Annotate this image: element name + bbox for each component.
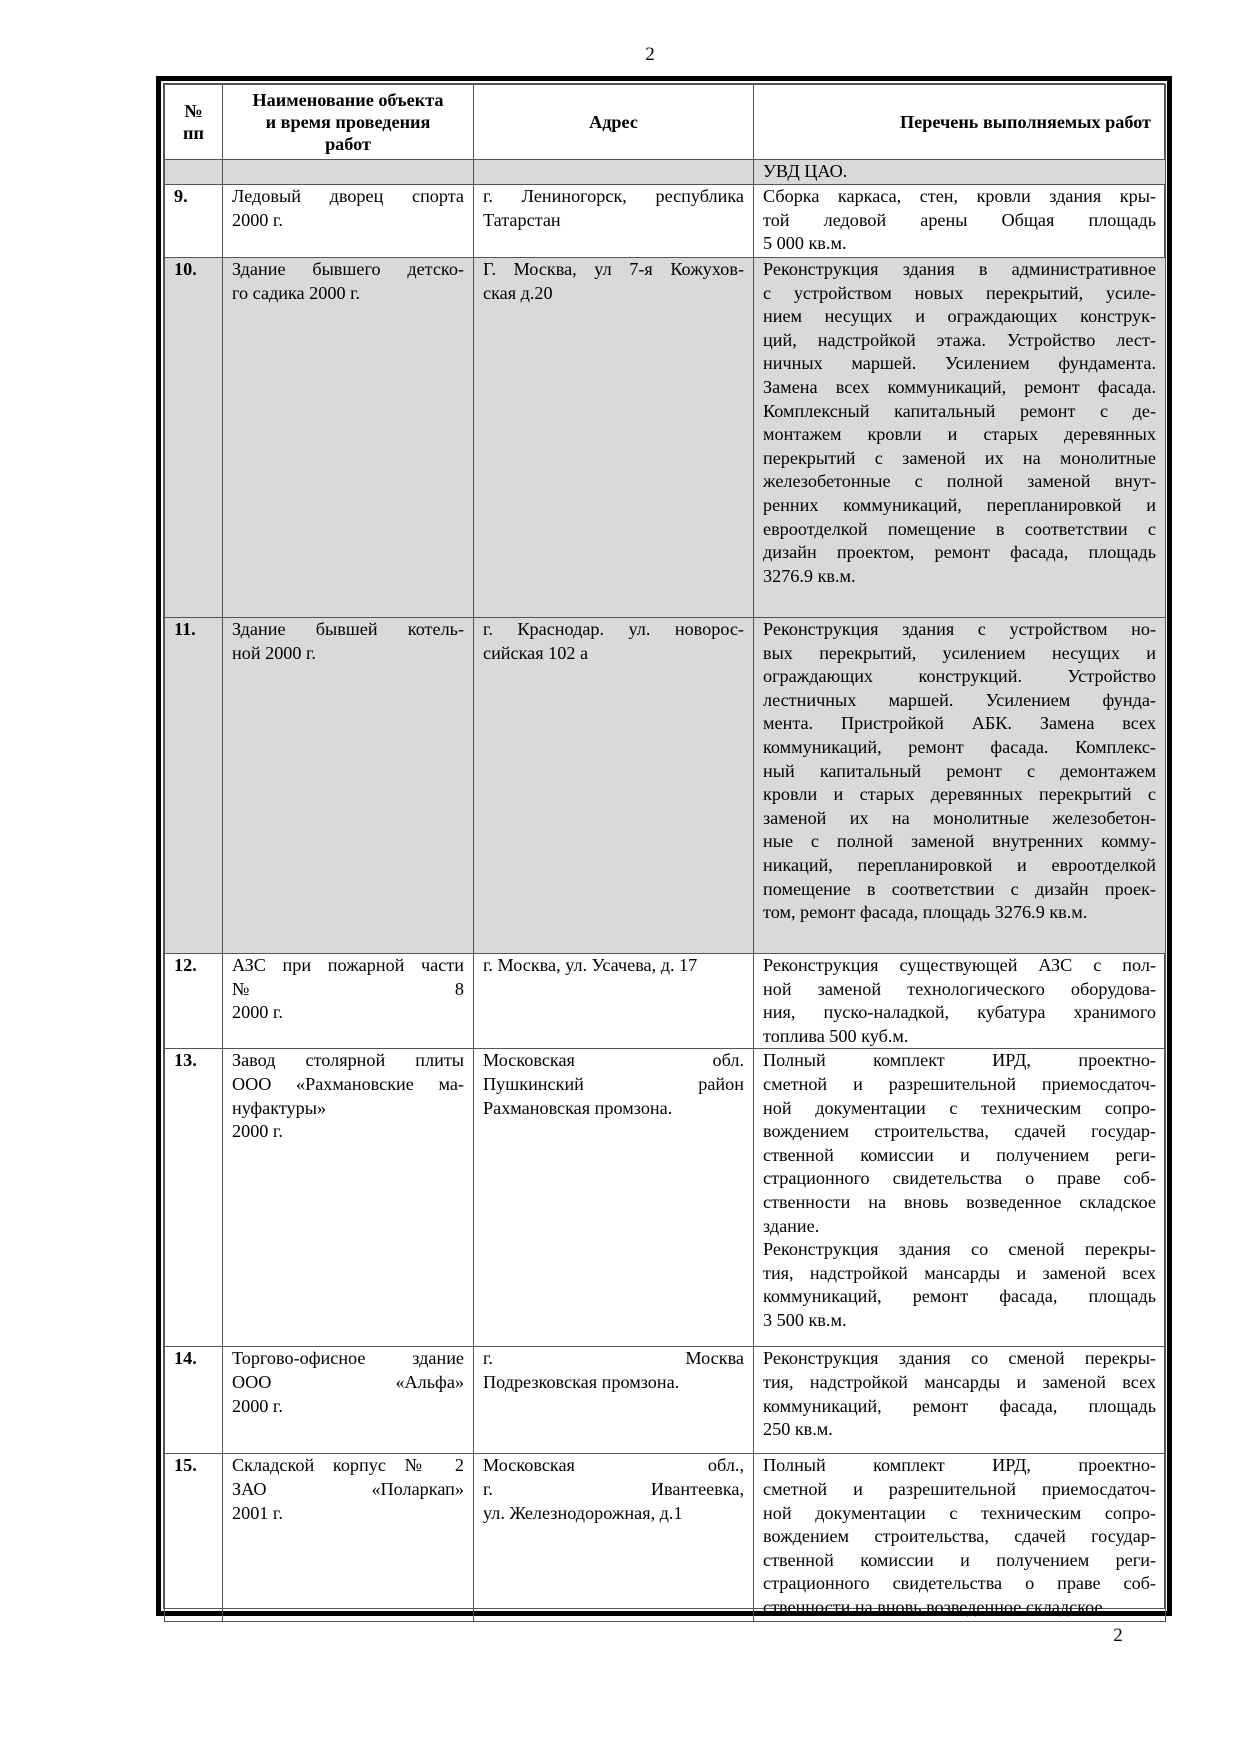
- works-line: 3276.9 кв.м.: [763, 565, 856, 586]
- address-line: г. Лениногорск, республика: [483, 186, 744, 206]
- cell-works: [754, 258, 1166, 618]
- page-number-top: 2: [645, 44, 655, 65]
- header-num: [165, 85, 223, 160]
- address-line: Г. Москва, ул 7-я Кожухов-: [483, 259, 744, 279]
- works-line: ной документации с техническим сопро-: [763, 1097, 1156, 1118]
- cell-num: 15.: [165, 1454, 223, 1622]
- object-line: 2001 г.: [232, 1502, 283, 1523]
- cell-num: 13.: [165, 1049, 223, 1347]
- object-line: ООО «Альфа»: [232, 1371, 464, 1392]
- works-line: никаций, перепланировкой и евроотделкой: [763, 854, 1156, 875]
- continuation-row: [165, 160, 1166, 185]
- works-line: Реконструкция здания со сменой перекры-: [763, 1348, 1156, 1369]
- works-line: Реконструкция здания с устройством но-: [763, 619, 1156, 639]
- address-line: г. Москва, ул. Усачева, д. 17: [483, 955, 698, 975]
- cell-object: [223, 258, 474, 618]
- object-line: 2000 г.: [232, 1002, 283, 1023]
- object-line: Здание бывшего детско-: [232, 259, 464, 279]
- header-works: [754, 85, 1166, 160]
- works-line: вых перекрытий, усилением несущих и: [763, 642, 1156, 663]
- cell-address: [474, 160, 754, 185]
- works-line: сметной и разрешительной приемосдаточ-: [763, 1073, 1156, 1094]
- works-line: ций, надстройкой этажа. Устройство лест-: [763, 329, 1156, 350]
- cell-works: [754, 954, 1166, 1049]
- cell-object: [223, 1347, 474, 1454]
- cell-works: [754, 185, 1166, 258]
- object-line: Здание бывшей котель-: [232, 619, 464, 639]
- object-line: АЗС при пожарной части: [232, 955, 464, 975]
- works-line: страционного свидетельства о праве соб-: [763, 1573, 1156, 1594]
- table-row: [165, 954, 1166, 1049]
- cell-num: [165, 160, 223, 185]
- works-line: коммуникаций, ремонт фасада, площадь: [763, 1395, 1156, 1416]
- cell-object: [223, 160, 474, 185]
- header-object-line2: и время проведения: [265, 112, 431, 132]
- cell-works: [754, 618, 1166, 954]
- works-line: вождением строительства, сдачей государ-: [763, 1526, 1156, 1547]
- header-object-line3: работ: [325, 134, 371, 154]
- object-line: Торгово-офисное здание: [232, 1348, 464, 1369]
- object-line: Складской корпус № 2: [232, 1455, 464, 1476]
- works-table: [164, 84, 1166, 1622]
- table-row: [165, 1049, 1166, 1347]
- works-line: тия, надстройкой мансарды и заменой всех: [763, 1371, 1156, 1392]
- cell-address: [474, 618, 754, 954]
- works-line: Реконструкция здания со сменой перекры-: [763, 1239, 1156, 1260]
- cell-address: [474, 1049, 754, 1347]
- object-line: ЗАО «Поларкап»: [232, 1478, 464, 1499]
- object-line: ООО «Рахмановские ма-: [232, 1073, 464, 1094]
- works-line: ной заменой технологического оборудова-: [763, 978, 1156, 999]
- works-line: перекрытий с заменой их на монолитные: [763, 447, 1156, 468]
- table-row: [165, 618, 1166, 954]
- table-header-row: [165, 85, 1166, 160]
- object-line: ной 2000 г.: [232, 642, 316, 663]
- cell-works: УВД ЦАО.: [754, 160, 1166, 185]
- address-line: Рахмановская промзона.: [483, 1097, 673, 1118]
- cell-address: [474, 1347, 754, 1454]
- object-line: го садика 2000 г.: [232, 282, 361, 303]
- works-line: коммуникаций, ремонт фасада. Комплекс-: [763, 736, 1156, 757]
- address-line: ская д.20: [483, 282, 553, 303]
- works-line: заменой их на монолитные железобетон-: [763, 807, 1156, 828]
- works-line: ной документации с техническим сопро-: [763, 1502, 1156, 1523]
- works-line: евроотделкой помещение в соответствии с: [763, 518, 1156, 539]
- object-line: 2000 г.: [232, 209, 283, 230]
- cell-num: 11.: [165, 618, 223, 954]
- works-line: Комплексный капитальный ремонт с де-: [763, 400, 1156, 421]
- cell-object: [223, 1049, 474, 1347]
- works-line: железобетонные с полной заменой внут-: [763, 471, 1156, 492]
- cell-num: 14.: [165, 1347, 223, 1454]
- works-line: ственной комиссии и получением реги-: [763, 1144, 1156, 1165]
- table-row: [165, 1347, 1166, 1454]
- works-line: с устройством новых перекрытий, усиле-: [763, 282, 1156, 303]
- object-line: нуфактуры»: [232, 1097, 327, 1118]
- works-line: мента. Пристройкой АБК. Замена всех: [763, 713, 1156, 734]
- address-line: сийская 102 а: [483, 642, 589, 663]
- header-object: [223, 85, 474, 160]
- works-line: 3 500 кв.м.: [763, 1309, 847, 1330]
- address-line: Московская обл.,: [483, 1455, 744, 1476]
- works-line: сметной и разрешительной приемосдаточ-: [763, 1478, 1156, 1499]
- address-line: г. Краснодар. ул. новорос-: [483, 619, 744, 639]
- works-line: ственной комиссии и получением реги-: [763, 1549, 1156, 1570]
- table-row: [165, 1454, 1166, 1622]
- works-line: ограждающих конструкций. Устройство: [763, 666, 1156, 687]
- header-object-line1: Наименование объекта: [252, 90, 444, 110]
- address-line: ул. Железнодорожная, д.1: [483, 1502, 683, 1523]
- works-line: той ледовой арены Общая площадь: [763, 209, 1156, 230]
- works-line: ственности на вновь возведенное складское: [763, 1191, 1156, 1212]
- works-line: ния, пуско-наладкой, кубатура хранимого: [763, 1002, 1156, 1023]
- cell-address: [474, 954, 754, 1049]
- header-works-label: Перечень выполняемых работ: [900, 112, 1151, 132]
- cell-works: [754, 1347, 1166, 1454]
- cell-object: [223, 185, 474, 258]
- works-line: Замена всех коммуникаций, ремонт фасада.: [763, 376, 1156, 397]
- works-line: Реконструкция существующей АЗС с пол-: [763, 955, 1156, 975]
- cell-object: [223, 1454, 474, 1622]
- address-line: Татарстан: [483, 209, 561, 230]
- works-line: Полный комплект ИРД, проектно-: [763, 1455, 1156, 1476]
- address-line: Пушкинский район: [483, 1073, 744, 1094]
- cell-num: 12.: [165, 954, 223, 1049]
- cell-works: [754, 1049, 1166, 1347]
- page-number-bottom: 2: [1113, 1625, 1123, 1646]
- address-line: Московская обл.: [483, 1050, 744, 1071]
- object-line: № 8: [232, 978, 464, 999]
- works-line: 5 000 кв.м.: [763, 233, 847, 254]
- works-line: помещение в соответствии с дизайн проек-: [763, 878, 1156, 899]
- works-line: страционного свидетельства о праве соб-: [763, 1168, 1156, 1189]
- works-line: ничных маршей. Усилением фундамента.: [763, 353, 1156, 374]
- works-line: нием несущих и ограждающих конструк-: [763, 306, 1156, 327]
- cell-object: [223, 954, 474, 1049]
- works-line: монтажем кровли и старых деревянных: [763, 424, 1156, 445]
- object-line: 2000 г.: [232, 1121, 283, 1142]
- works-line: вождением строительства, сдачей государ-: [763, 1121, 1156, 1142]
- works-line: лестничных маршей. Усилением фунда-: [763, 689, 1156, 710]
- works-line: 250 кв.м.: [763, 1419, 833, 1440]
- cell-works: [754, 1454, 1166, 1622]
- works-line: Сборка каркаса, стен, кровли здания кры-: [763, 186, 1156, 206]
- cell-address: [474, 258, 754, 618]
- object-line: Ледовый дворец спорта: [232, 186, 464, 206]
- works-line: ный капитальный ремонт с демонтажем: [763, 760, 1156, 781]
- cell-address: [474, 185, 754, 258]
- address-line: Подрезковская промзона.: [483, 1371, 680, 1392]
- works-line: здание.: [763, 1215, 820, 1236]
- object-line: 2000 г.: [232, 1395, 283, 1416]
- table-row: [165, 185, 1166, 258]
- works-line: том, ремонт фасада, площадь 3276.9 кв.м.: [763, 902, 1088, 923]
- address-line: г. Москва: [483, 1348, 744, 1369]
- header-num-line2: пп: [183, 123, 204, 143]
- works-line: тия, надстройкой мансарды и заменой всех: [763, 1262, 1156, 1283]
- cell-address: [474, 1454, 754, 1622]
- cell-object: [223, 618, 474, 954]
- works-line: дизайн проектом, ремонт фасада, площадь: [763, 542, 1156, 563]
- works-line: Реконструкция здания в административное: [763, 259, 1156, 279]
- works-line: кровли и старых деревянных перекрытий с: [763, 784, 1156, 805]
- header-num-line1: №: [184, 101, 203, 121]
- header-address: Адрес: [474, 85, 754, 160]
- works-line: ственности на вновь возведенное складское: [763, 1596, 1103, 1617]
- works-line: коммуникаций, ремонт фасада, площадь: [763, 1286, 1156, 1307]
- cell-num: 10.: [165, 258, 223, 618]
- works-line: ные с полной заменой внутренних комму-: [763, 831, 1156, 852]
- cell-num: 9.: [165, 185, 223, 258]
- works-line: ренних коммуникаций, перепланировкой и: [763, 494, 1156, 515]
- works-line: Полный комплект ИРД, проектно-: [763, 1050, 1156, 1071]
- works-line: топлива 500 куб.м.: [763, 1025, 909, 1046]
- address-line: г. Ивантеевка,: [483, 1478, 744, 1499]
- object-line: Завод столярной плиты: [232, 1050, 464, 1071]
- table-row: [165, 258, 1166, 618]
